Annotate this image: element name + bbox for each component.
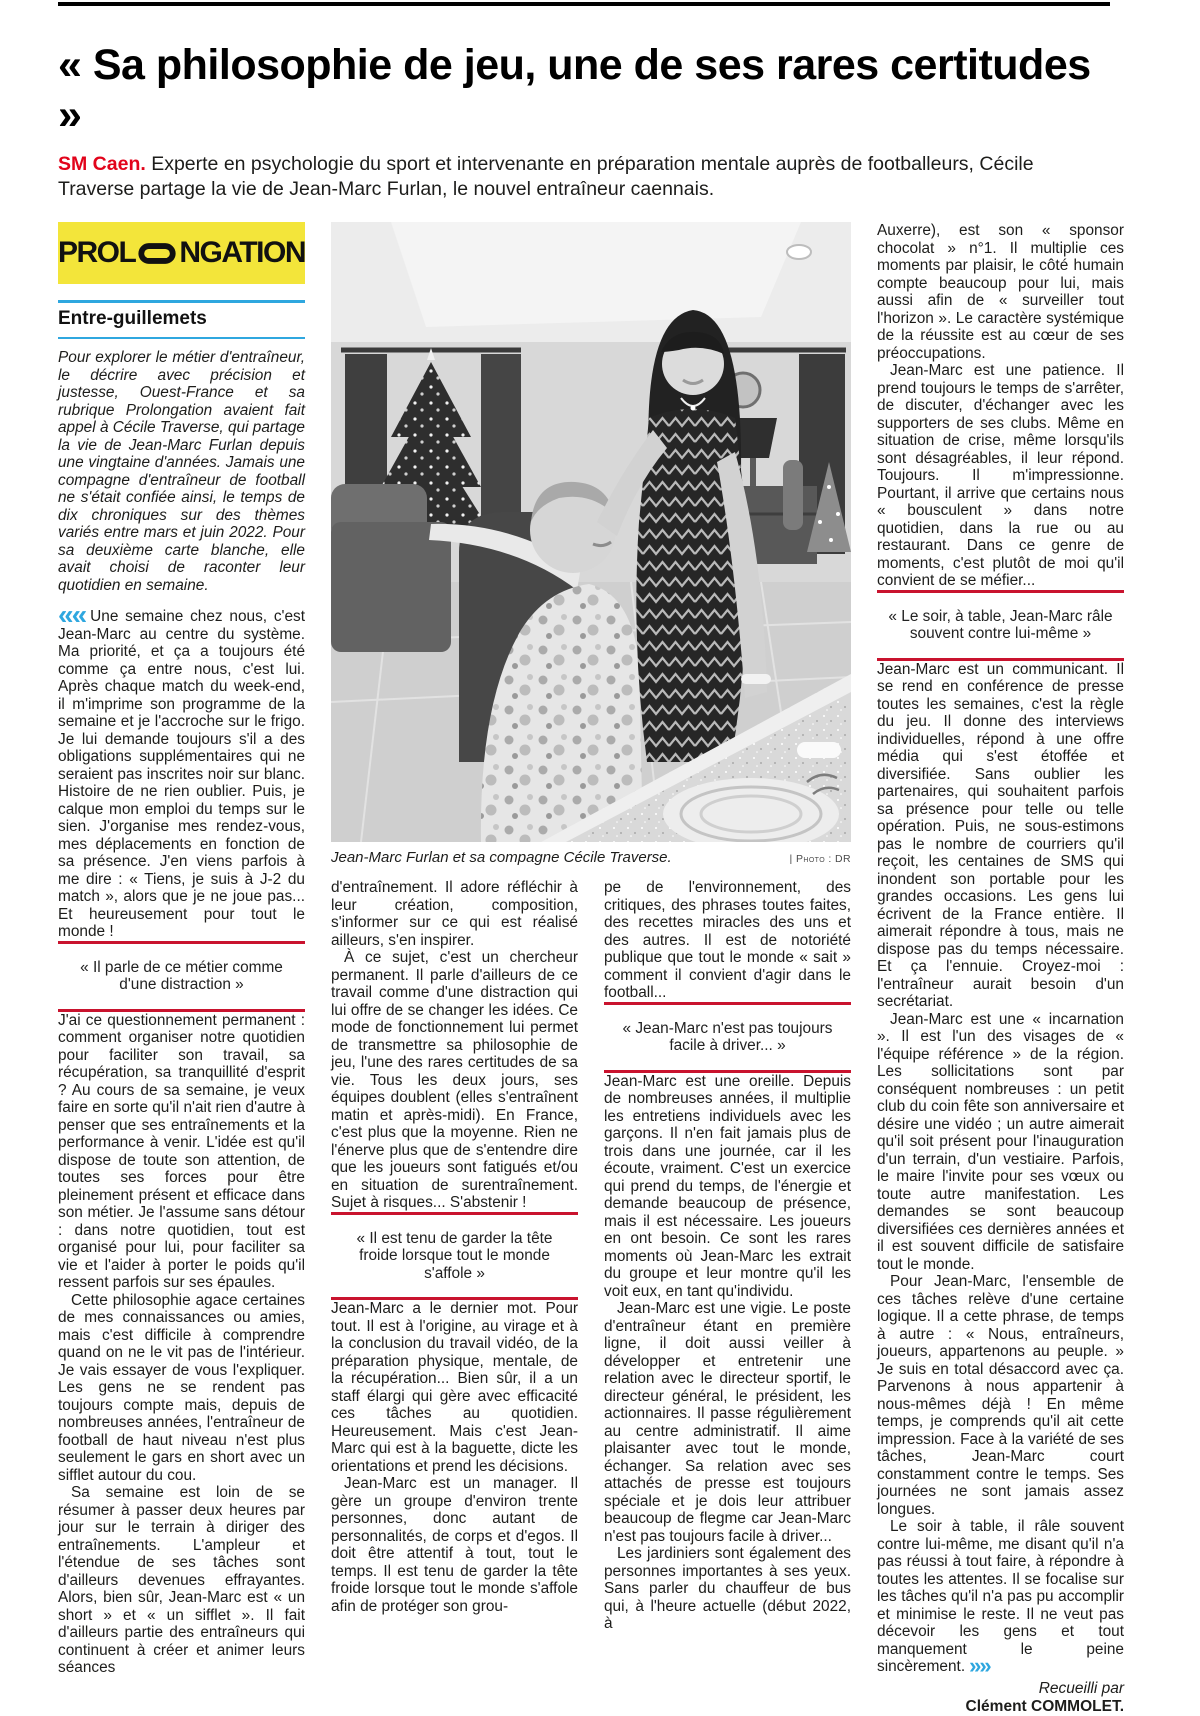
paragraph: d'entraînement. Il adore réfléchir à leur création, composition, s'informer sur ce qui est réalisé ailleurs, s'en inspirer. [331, 879, 578, 949]
article-figure [331, 222, 851, 866]
article-photo [331, 222, 851, 842]
paragraph: Auxerre), est son « sponsor chocolat » n°1. Il multiplie ces moments par plaisir, le côté humain compte beaucoup pour lui, mais aussi afin de « surveiller tout l'horizon ». Le caractère systémique de la réussite est au cœur de ses préoccupations. [877, 222, 1124, 362]
column-4 [877, 222, 1124, 1716]
byline-role: Recueilli par [1038, 1679, 1124, 1697]
closing-paragraph [877, 1518, 1124, 1676]
rubric-heading: Entre-guillemets [58, 308, 207, 329]
paragraph: J'ai ce questionnement permanent : comment organiser notre quotidien pour faciliter son travail, sa récupération, sa tranquillité d'esprit ? Au cours de sa semaine, je veux faire en sorte qu'il n'ait rien d'autre à penser que ses entraînements et la performance à venir. L'idée est qu'il dispose de toute son attention, de toutes ses forces pour être pleinement présent et efficace dans son métier. Je l'assume sans détour : dans notre quotidien, tout est organisé pour lui, pour faciliter sa vie et l'aider à porter le poids qu'il ressent parfois sur ses épaules. [58, 1011, 305, 1291]
pullquote-3: « Jean-Marc n'est pas toujours facile à driver... » [604, 1002, 851, 1073]
paragraph: Jean-Marc est une vigie. Le poste d'entraîneur étant en première ligne, il doit aussi veiller à développer et entretenir une relation avec le directeur sportif, le directeur général, le président, les actionnaires. Il passe régulièrement au centre administratif. Il aime plaisanter avec tout le monde, échanger. Sa relation avec ses attachés de presse est toujours spéciale et je dois leur attribuer beaucoup de flegme car Jean-Marc n'est pas toujours facile à driver... [604, 1300, 851, 1545]
standfirst-text: Experte en psychologie du sport et intervenante en préparation mentale auprès de footballeurs, Cécile Traverse partage la vie de Jean-Marc Furlan, le nouvel entraîneur caennais. [58, 153, 1034, 200]
lead-quote-text: Une semaine chez nous, c'est Jean-Marc au centre du système. Ma priorité, et ça a toujours été comme ça entre nous, c'est lui. Après chaque match du week-end, il m'imprime son programme de la semaine et je l'accroche sur le frigo. Je lui demande toujours s'il a des obligations supplémentaires qui ne seraient pas inscrites noir sur blanc. Histoire de ne rien oublier. Puis, je calque mon emploi du temps sur le sien. J'organise mes rendez-vous, mes déplacements en fonction de sa présence. J'en viens parfois à me dire : « Tiens, je suis à J-2 du match », alors que je ne joue pas... Et heureusement pour tout le monde ! [58, 608, 305, 940]
open-quote-icon: «« [58, 599, 86, 630]
photo-caption: Jean-Marc Furlan et sa compagne Cécile Traverse. [331, 849, 672, 866]
closing-text: Le soir à table, il râle souvent contre lui-même, me disant qu'il n'a pas réussi à tout faire, à répondre à toutes les attentes. Il se focalise sur les tâches qu'il n'a pas pu accomplir et minimise le reste. Il ne veut pas décevoir les gens et tout manquement le peine sincèrement. [877, 1518, 1124, 1675]
close-quote-icon: »» [969, 1653, 990, 1678]
paragraph: Cette philosophie agace certaines de mes connaissances ou amies, mais c'est difficile à comprendre quand on ne le vit pas de l'intérieur. Je vais essayer de vous l'expliquer. Les gens ne se rendent pas toujours compte mais, depuis de nombreuses années, l'entraîneur de football de haut niveau n'est plus seulement le gars en short avec un sifflet autour du cou. [58, 1291, 305, 1484]
paragraph: Jean-Marc est une oreille. Depuis de nombreuses années, il multiplie les entretiens individuels avec les garçons. Il n'en fait jamais plus de trois dans une journée, car il les écoute, vraiment. C'est un exercice qui prend du temps, de l'énergie et demande beaucoup de présence, mais il est nécessaire. Les joueurs en ont besoin. Ce sont les rares moments où Jean-Marc les extrait du groupe et leur montre qu'il les voit eux, en tant qu'individu. [604, 1072, 851, 1300]
byline-name: Clément COMMOLET. [965, 1697, 1124, 1715]
photo-credit: | Photo : DR [789, 853, 851, 865]
paragraph: Jean-Marc est un communicant. Il se rend en conférence de presse toutes les semaines, c'est la règle du jeu. Il donne des interviews individuelles, répond à une offre média qui s'est étoffée et diversifiée. Sans oublier les partenaires, qui souhaitent parfois sa présence pour telle ou telle opération. Puis, ne sous-estimons pas le nombre de courriers qu'il reçoit, les centaines de SMS qui inondent son portable pour les grandes occasions. Les gens lui écrivent de la France entière. Il aimerait répondre à tous, mais ne dispose pas du temps nécessaire. Et ça l'ennuie. Croyez-moi : l'entraîneur aurait besoin d'un secrétariat. [877, 660, 1124, 1010]
paragraph: Pour Jean-Marc, l'ensemble de ces tâches relève d'une certaine logique. Il a cette phrase, de temps à autre : « Nous, entraîneurs, joueurs, appartenons au peuple. » Je suis en total désaccord avec ça. Parvenons à nous appartenir à nous-mêmes déjà ! En même temps, je comprends qu'il ait cette impression. Face à la variété de ses tâches, Jean-Marc court constamment contre le temps. Ses journées ne sont jamais assez longues. [877, 1273, 1124, 1518]
stadium-o-icon [138, 240, 176, 267]
photo-illustration [331, 222, 851, 842]
paragraph: Les jardiniers sont également des personnes importantes à ses yeux. Sans parler du chauffeur de bus qui, à l'heure actuelle (début 2022, à [604, 1545, 851, 1632]
middle-columns [331, 879, 851, 1633]
pullquote-4: « Le soir, à table, Jean-Marc râle souvent contre lui-même » [877, 590, 1124, 661]
lead-quote-paragraph [58, 599, 305, 941]
column-3 [604, 879, 851, 1633]
paragraph: pe de l'environnement, des critiques, des phrases toutes faites, des recettes miracles des uns et des autres. Il est de notoriété publique que tout le monde « sait » comment il convient d'agir dans le football... [604, 879, 851, 1001]
prolongation-logo [58, 222, 305, 284]
paragraph: Sa semaine est loin de se résumer à passer deux heures par jour sur le terrain à diriger des entraînements. L'ampleur et l'étendue de ses tâches sont d'ailleurs devenues effrayantes. Alors, bien sûr, Jean-Marc est « un short » et « un sifflet ». Il fait d'ailleurs partie des entraîneurs qui continuent à créer et animer leurs séances [58, 1484, 305, 1676]
column-1 [58, 222, 305, 1716]
photo-caption-row [331, 849, 851, 866]
rubric-rule-bottom [58, 337, 305, 339]
pullquote-2: « Il est tenu de garder la tête froide lorsque tout le monde s'affole » [331, 1212, 578, 1301]
standfirst [58, 152, 1110, 202]
middle-section [331, 222, 851, 1716]
paragraph: Jean-Marc a le dernier mot. Pour tout. Il est à l'origine, au virage et à la conclusion du travail vidéo, de la préparation physique, mentale, de la récupération... Bien sûr, il a un staff élargi qui gère avec efficacité ces tâches au quotidien. Heureusement. Mais c'est Jean-Marc qui est à la baguette, dicte les orientations et prend les décisions. [331, 1300, 578, 1475]
paragraph: Jean-Marc est une « incarnation ». Il est l'un des visages de « l'équipe référence » de la région. Les sollicitations sont par conséquent nombreuses : un petit club du coin fête son anniversaire et désire une vidéo ; un autre aimerait qu'il soit présent pour l'inauguration d'un terrain, d'un vestiaire. Parfois, le maire l'invite pour ses vœux ou toute autre manifestation. Les demandes se sont beaucoup diversifiées ces dernières années et il est souvent difficile de satisfaire tout le monde. [877, 1010, 1124, 1273]
page-title: « Sa philosophie de jeu, une de ses rares certitudes » [58, 41, 1091, 139]
pullquote-1: « Il parle de ce métier comme d'une distraction » [58, 941, 305, 1012]
article-body [58, 222, 1124, 1716]
column-2 [331, 879, 578, 1633]
paragraph: Jean-Marc est un manager. Il gère un groupe d'environ trente personnes, donc autant de personnalités, de corps et d'egos. Il doit être attentif à tout, tout le temps. Il est tenu de garder la tête froide lorsque tout le monde s'affole afin de protéger son grou- [331, 1475, 578, 1615]
top-rule [58, 2, 1110, 6]
logo-text-left: PROL [58, 236, 136, 269]
byline [877, 1680, 1124, 1716]
rubric-intro: Pour explorer le métier d'entraîneur, le décrire avec précision et justesse, Ouest-France et sa rubrique Prolongation avaient fait appel à Cécile Traverse, qui partage la vie de Jean-Marc Furlan depuis une vingtaine d'années. Jamais une compagne d'entraîneur de football ne s'était confiée ainsi, le temps de dix chroniques sur des thèmes variés entre mars et juin 2022. Pour sa deuxième carte blanche, elle avait choisi de raconter leur quotidien en semaine. [58, 349, 305, 594]
rubric-header [58, 300, 305, 594]
paragraph: À ce sujet, c'est un chercheur permanent. Il parle d'ailleurs de ce travail comme d'une distraction qui lui offre de se changer les idées. Ce mode de fonctionnement lui permet de transmettre sa philosophie de jeu, l'une des rares certitudes de sa vie. Tous les deux jours, ses équipes doublent (elles s'entraînent matin et après-midi). En France, c'est plus que la moyenne. Rien ne l'énerve plus que de s'entendre dire que les joueurs sont fatigués et/ou en situation de surentraînement. Sujet à risques... S'abstenir ! [331, 949, 578, 1211]
logo-text-right: NGATION [179, 236, 305, 269]
standfirst-label: SM Caen. [58, 153, 146, 175]
paragraph: Jean-Marc est une patience. Il prend toujours le temps de s'arrêter, de discuter, d'échanger avec les supporters de ses clubs. Même en situation de crise, même lorsqu'ils sont désagréables, il leur répond. Toujours. Il m'impressionne. Pourtant, il arrive que certains nous « bousculent » dans notre quotidien, dans la rue ou au restaurant. Dans ce genre de moments, c'est plutôt de moi qu'il convient de se méfier... [877, 362, 1124, 589]
